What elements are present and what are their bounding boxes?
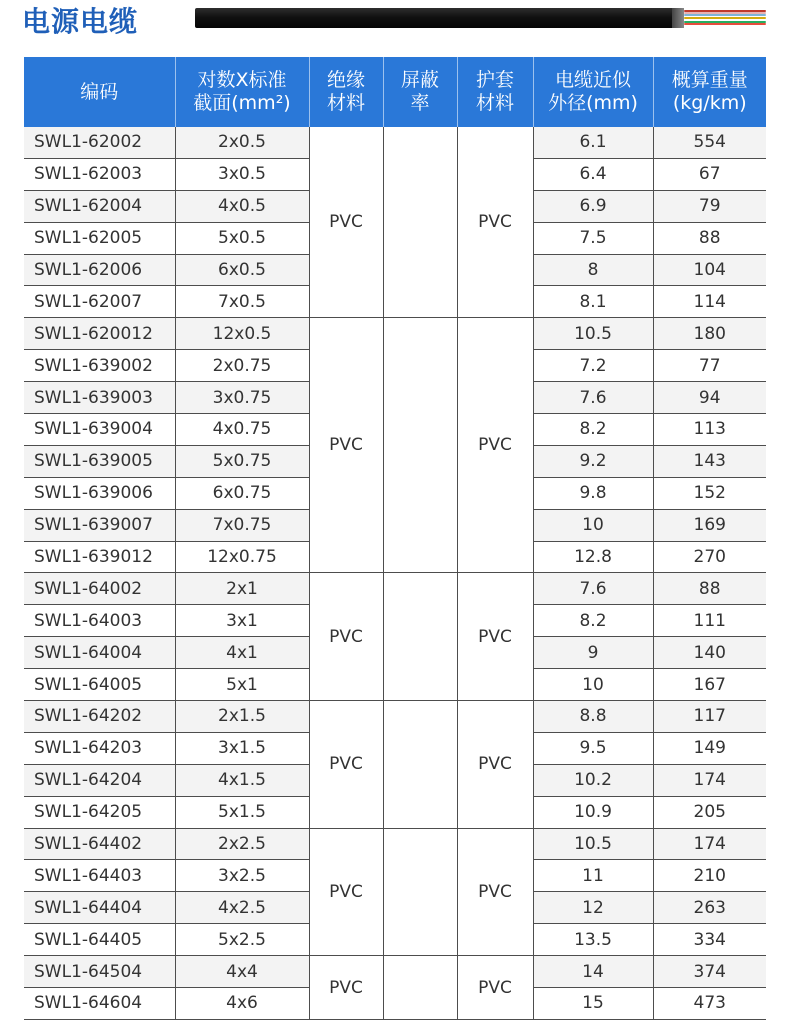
cell-diameter: 12	[533, 892, 653, 924]
cell-shield	[383, 318, 457, 573]
cell-diameter: 8.2	[533, 605, 653, 637]
column-header	[175, 57, 309, 127]
cable-image	[195, 8, 675, 28]
cell-weight: 374	[653, 956, 766, 988]
cell-code: SWL1-64504	[24, 956, 175, 988]
cell-code: SWL1-62006	[24, 254, 175, 286]
cell-diameter: 11	[533, 860, 653, 892]
page-header	[0, 0, 800, 56]
cell-code: SWL1-639004	[24, 414, 175, 446]
cell-weight: 67	[653, 158, 766, 190]
cell-weight: 111	[653, 605, 766, 637]
cell-weight: 263	[653, 892, 766, 924]
cell-diameter: 10.5	[533, 828, 653, 860]
cell-cross-section: 5x2.5	[175, 924, 309, 956]
cell-code: SWL1-64204	[24, 764, 175, 796]
cell-diameter: 10	[533, 509, 653, 541]
cell-code: SWL1-62005	[24, 222, 175, 254]
cell-weight: 114	[653, 286, 766, 318]
cell-weight: 79	[653, 190, 766, 222]
cell-shield	[383, 701, 457, 829]
cell-weight: 210	[653, 860, 766, 892]
cell-code: SWL1-62003	[24, 158, 175, 190]
page-title: 电源电缆	[22, 5, 139, 38]
cell-insulation: PVC	[309, 127, 383, 318]
table-header-row	[24, 57, 766, 127]
cell-diameter: 7.2	[533, 350, 653, 382]
table-row	[24, 127, 766, 158]
table-row	[24, 573, 766, 605]
column-header-text: 率	[410, 92, 430, 114]
cell-cross-section: 4x1.5	[175, 764, 309, 796]
cell-diameter: 6.9	[533, 190, 653, 222]
column-header-text: 绝缘	[326, 69, 365, 91]
cell-cross-section: 2x1	[175, 573, 309, 605]
cell-weight: 117	[653, 701, 766, 733]
column-header	[653, 57, 766, 127]
cell-cross-section: 3x0.75	[175, 382, 309, 414]
wire-strand	[684, 23, 766, 25]
cell-diameter: 8	[533, 254, 653, 286]
cell-weight: 94	[653, 382, 766, 414]
cell-weight: 113	[653, 414, 766, 446]
cell-diameter: 10.5	[533, 318, 653, 350]
column-header-text: 截面(mm²)	[193, 92, 291, 114]
cell-cross-section: 5x1.5	[175, 796, 309, 828]
cell-code: SWL1-64005	[24, 669, 175, 701]
cell-shield	[383, 828, 457, 956]
cell-cross-section: 6x0.5	[175, 254, 309, 286]
cell-diameter: 7.6	[533, 382, 653, 414]
cell-sheath: PVC	[457, 701, 533, 829]
cell-weight: 77	[653, 350, 766, 382]
cell-insulation: PVC	[309, 701, 383, 829]
cell-diameter: 9.2	[533, 445, 653, 477]
cell-cross-section: 3x1	[175, 605, 309, 637]
column-header	[24, 57, 175, 127]
cell-shield	[383, 127, 457, 318]
column-header	[383, 57, 457, 127]
table-row	[24, 956, 766, 988]
cell-code: SWL1-64404	[24, 892, 175, 924]
cell-diameter: 8.1	[533, 286, 653, 318]
cell-weight: 152	[653, 477, 766, 509]
cell-diameter: 13.5	[533, 924, 653, 956]
cell-code: SWL1-64205	[24, 796, 175, 828]
cell-weight: 180	[653, 318, 766, 350]
cell-code: SWL1-64203	[24, 732, 175, 764]
cell-weight: 174	[653, 828, 766, 860]
cell-code: SWL1-64004	[24, 637, 175, 669]
cell-weight: 334	[653, 924, 766, 956]
cell-cross-section: 7x0.75	[175, 509, 309, 541]
cell-weight: 554	[653, 127, 766, 158]
column-header-text: 屏蔽	[400, 69, 439, 91]
cell-weight: 88	[653, 573, 766, 605]
cell-cross-section: 4x2.5	[175, 892, 309, 924]
cell-cross-section: 3x1.5	[175, 732, 309, 764]
cell-code: SWL1-64003	[24, 605, 175, 637]
cell-sheath: PVC	[457, 956, 533, 1020]
cell-sheath: PVC	[457, 318, 533, 573]
column-header	[457, 57, 533, 127]
cell-diameter: 15	[533, 988, 653, 1020]
cell-weight: 174	[653, 764, 766, 796]
table-row	[24, 828, 766, 860]
cell-diameter: 7.6	[533, 573, 653, 605]
cell-sheath: PVC	[457, 828, 533, 956]
cell-diameter: 10.9	[533, 796, 653, 828]
cell-weight: 143	[653, 445, 766, 477]
cell-weight: 270	[653, 541, 766, 573]
cell-weight: 473	[653, 988, 766, 1020]
cell-diameter: 8.2	[533, 414, 653, 446]
cell-cross-section: 12x0.5	[175, 318, 309, 350]
cable-end	[672, 8, 684, 28]
column-header-text: 材料	[475, 92, 514, 114]
cell-sheath: PVC	[457, 127, 533, 318]
column-header-text: (kg/km)	[672, 92, 747, 114]
cell-diameter: 9.5	[533, 732, 653, 764]
cell-diameter: 7.5	[533, 222, 653, 254]
column-header-text: 概算重量	[671, 69, 748, 91]
cell-code: SWL1-639012	[24, 541, 175, 573]
table-row	[24, 318, 766, 350]
cell-insulation: PVC	[309, 573, 383, 701]
cell-code: SWL1-64604	[24, 988, 175, 1020]
cell-code: SWL1-639005	[24, 445, 175, 477]
cell-cross-section: 7x0.5	[175, 286, 309, 318]
cable-wires	[684, 10, 766, 26]
cell-cross-section: 2x1.5	[175, 701, 309, 733]
cell-diameter: 9.8	[533, 477, 653, 509]
cell-code: SWL1-639002	[24, 350, 175, 382]
cell-code: SWL1-639003	[24, 382, 175, 414]
cell-diameter: 9	[533, 637, 653, 669]
cell-insulation: PVC	[309, 956, 383, 1020]
cell-diameter: 6.1	[533, 127, 653, 158]
cell-insulation: PVC	[309, 828, 383, 956]
cell-code: SWL1-620012	[24, 318, 175, 350]
cell-cross-section: 4x4	[175, 956, 309, 988]
cell-cross-section: 4x1	[175, 637, 309, 669]
cell-weight: 169	[653, 509, 766, 541]
column-header-text: 编码	[80, 80, 119, 103]
table-body	[24, 127, 766, 1019]
cell-code: SWL1-62004	[24, 190, 175, 222]
cell-cross-section: 2x2.5	[175, 828, 309, 860]
cell-weight: 88	[653, 222, 766, 254]
cell-cross-section: 4x0.5	[175, 190, 309, 222]
cell-cross-section: 5x0.5	[175, 222, 309, 254]
spec-table	[24, 57, 766, 1020]
cell-code: SWL1-62002	[24, 127, 175, 158]
cell-cross-section: 12x0.75	[175, 541, 309, 573]
cell-diameter: 6.4	[533, 158, 653, 190]
column-header-text: 电缆近似	[554, 69, 631, 91]
cell-sheath: PVC	[457, 573, 533, 701]
cell-diameter: 8.8	[533, 701, 653, 733]
cell-diameter: 14	[533, 956, 653, 988]
cell-insulation: PVC	[309, 318, 383, 573]
cell-cross-section: 3x0.5	[175, 158, 309, 190]
cell-code: SWL1-639007	[24, 509, 175, 541]
cell-diameter: 12.8	[533, 541, 653, 573]
cell-weight: 205	[653, 796, 766, 828]
cell-weight: 140	[653, 637, 766, 669]
cell-weight: 104	[653, 254, 766, 286]
cell-code: SWL1-639006	[24, 477, 175, 509]
cell-cross-section: 5x1	[175, 669, 309, 701]
column-header-text: 对数X标准	[197, 69, 287, 91]
table-row	[24, 701, 766, 733]
column-header	[533, 57, 653, 127]
column-header-text: 护套	[475, 69, 514, 91]
cell-weight: 167	[653, 669, 766, 701]
cell-code: SWL1-64202	[24, 701, 175, 733]
cell-cross-section: 2x0.5	[175, 127, 309, 158]
cell-cross-section: 6x0.75	[175, 477, 309, 509]
cell-diameter: 10.2	[533, 764, 653, 796]
cell-code: SWL1-62007	[24, 286, 175, 318]
cell-cross-section: 4x6	[175, 988, 309, 1020]
cell-diameter: 10	[533, 669, 653, 701]
cell-cross-section: 3x2.5	[175, 860, 309, 892]
cell-shield	[383, 956, 457, 1020]
cell-shield	[383, 573, 457, 701]
cell-code: SWL1-64002	[24, 573, 175, 605]
cell-cross-section: 4x0.75	[175, 414, 309, 446]
cell-cross-section: 2x0.75	[175, 350, 309, 382]
column-header-text: 外径(mm)	[548, 92, 638, 114]
cell-code: SWL1-64405	[24, 924, 175, 956]
cell-weight: 149	[653, 732, 766, 764]
cell-code: SWL1-64402	[24, 828, 175, 860]
cell-code: SWL1-64403	[24, 860, 175, 892]
column-header-text: 材料	[326, 92, 365, 114]
cell-cross-section: 5x0.75	[175, 445, 309, 477]
column-header	[309, 57, 383, 127]
